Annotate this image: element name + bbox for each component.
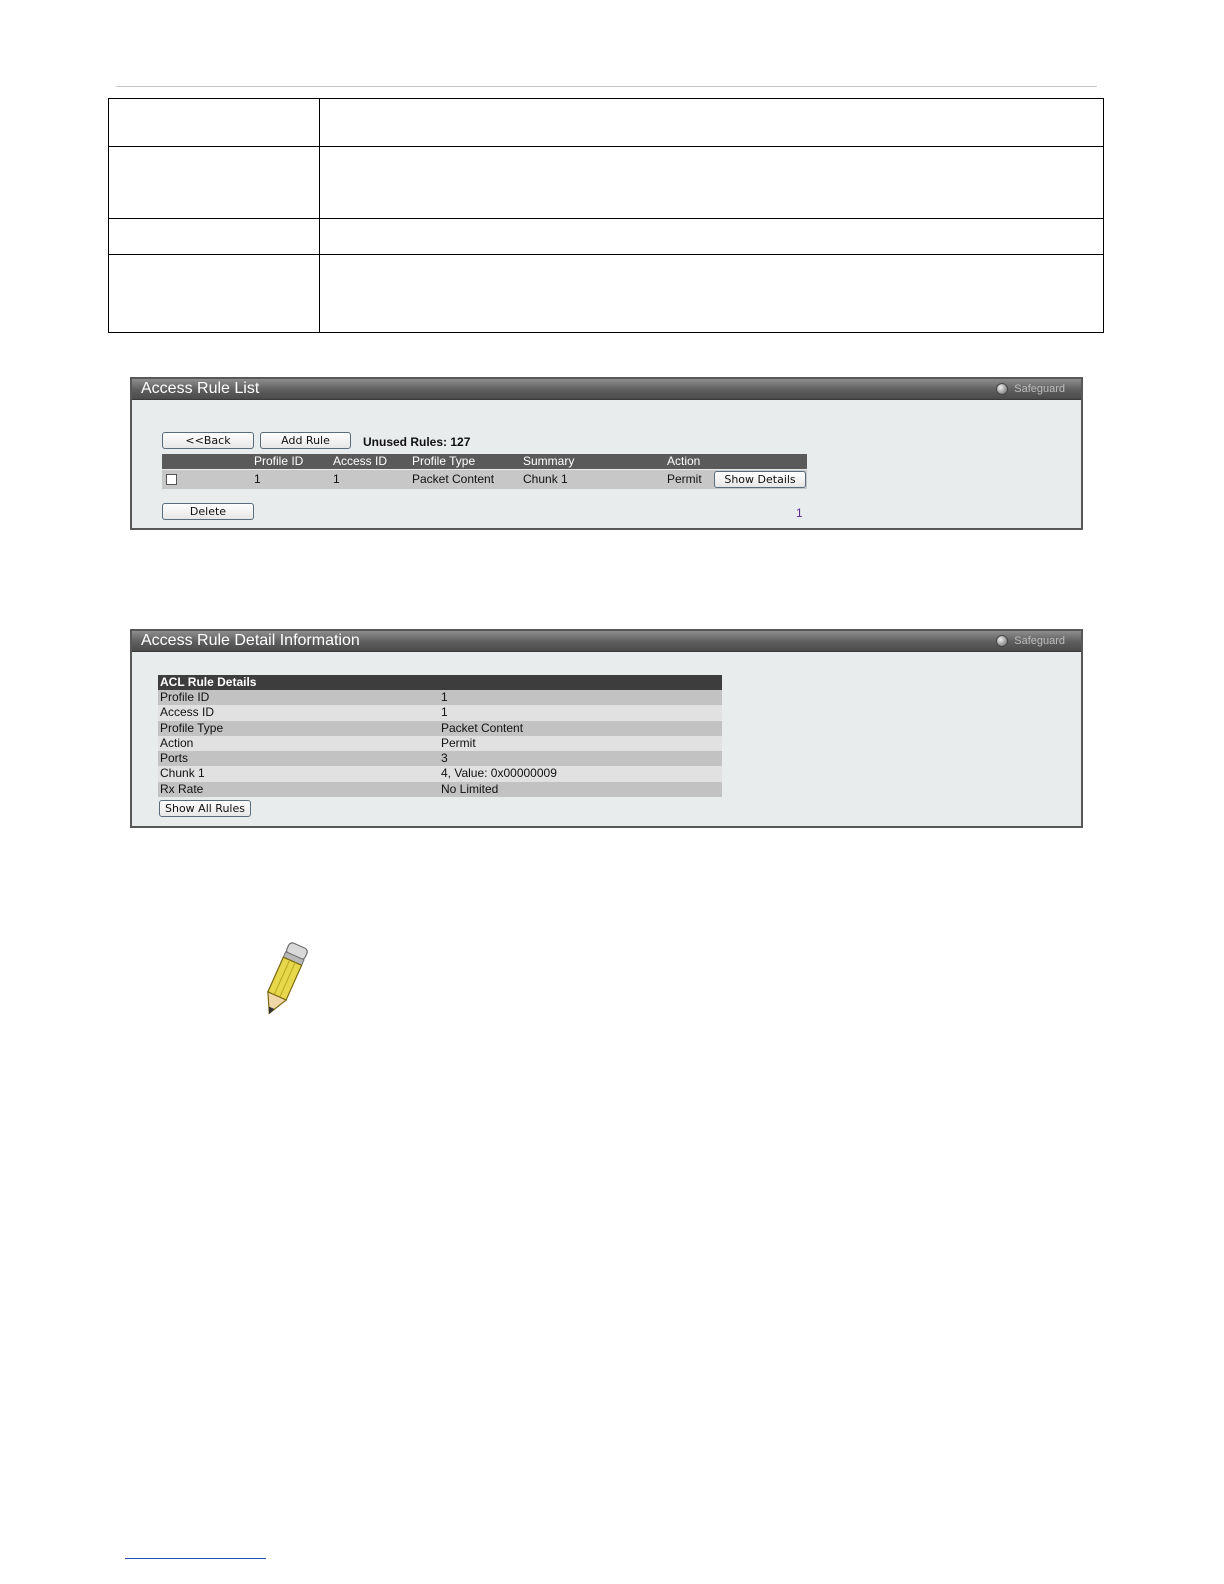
safeguard-indicator [996, 382, 1065, 396]
column-header: Profile Type [412, 454, 476, 468]
column-header: Action [667, 454, 701, 468]
detail-value: 3 [441, 751, 448, 766]
detail-value: No Limited [441, 781, 499, 796]
detail-key: Profile Type [160, 720, 224, 735]
table-row [109, 99, 1104, 147]
table-row [109, 219, 1104, 255]
column-header: Access ID [333, 454, 388, 468]
panel-header [132, 631, 1081, 652]
table-row [109, 147, 1104, 219]
action-cell: Permit [667, 472, 702, 486]
details-table-title: ACL Rule Details [158, 675, 722, 690]
table-row [158, 705, 722, 720]
delete-button[interactable]: Delete [162, 503, 254, 520]
table-row [158, 721, 722, 736]
detail-key: Rx Rate [160, 781, 204, 796]
row-select-checkbox[interactable] [166, 474, 177, 485]
parameter-table [108, 98, 1104, 333]
rule-list-header [162, 454, 807, 469]
unused-rules-count: Unused Rules: 127 [363, 435, 471, 449]
table-row [158, 751, 722, 766]
table-row [158, 736, 722, 751]
show-details-button[interactable]: Show Details [714, 471, 806, 488]
column-header: Profile ID [254, 454, 304, 468]
acl-rule-details-table [158, 675, 722, 797]
column-header: Summary [523, 454, 575, 468]
add-rule-button[interactable]: Add Rule [260, 432, 351, 449]
safeguard-indicator [996, 634, 1065, 648]
detail-value: 1 [441, 705, 448, 720]
table-row [158, 690, 722, 705]
detail-key: Chunk 1 [160, 766, 205, 781]
detail-key: Profile ID [160, 690, 210, 704]
summary-cell: Chunk 1 [523, 472, 568, 486]
detail-value: Permit [441, 735, 476, 750]
footer-link-underline[interactable] [125, 1558, 266, 1559]
show-all-rules-button[interactable]: Show All Rules [159, 800, 251, 817]
profile-id-cell: 1 [254, 472, 261, 486]
page-link[interactable]: 1 [796, 506, 803, 520]
safeguard-label: Safeguard [1014, 635, 1065, 647]
access-rule-list-panel [130, 377, 1083, 530]
table-row [162, 470, 807, 489]
detail-key: Ports [160, 751, 189, 766]
table-row [109, 255, 1104, 333]
panel-header [132, 379, 1081, 400]
safeguard-icon [996, 383, 1008, 395]
profile-type-cell: Packet Content [412, 472, 495, 486]
access-rule-detail-panel [130, 629, 1083, 828]
detail-key: Access ID [160, 705, 215, 720]
detail-value: Packet Content [441, 720, 524, 735]
access-id-cell: 1 [333, 472, 340, 486]
detail-value: 1 [441, 690, 448, 704]
safeguard-icon [996, 635, 1008, 647]
detail-value: 4, Value: 0x00000009 [441, 766, 557, 781]
table-row [158, 782, 722, 797]
header-rule [116, 86, 1097, 87]
detail-key: Action [160, 735, 194, 750]
panel-title: Access Rule List [141, 380, 260, 397]
table-row [158, 766, 722, 781]
panel-title: Access Rule Detail Information [141, 632, 360, 649]
safeguard-label: Safeguard [1014, 383, 1065, 395]
pencil-icon [250, 938, 316, 1022]
back-button[interactable]: <<Back [162, 432, 254, 449]
